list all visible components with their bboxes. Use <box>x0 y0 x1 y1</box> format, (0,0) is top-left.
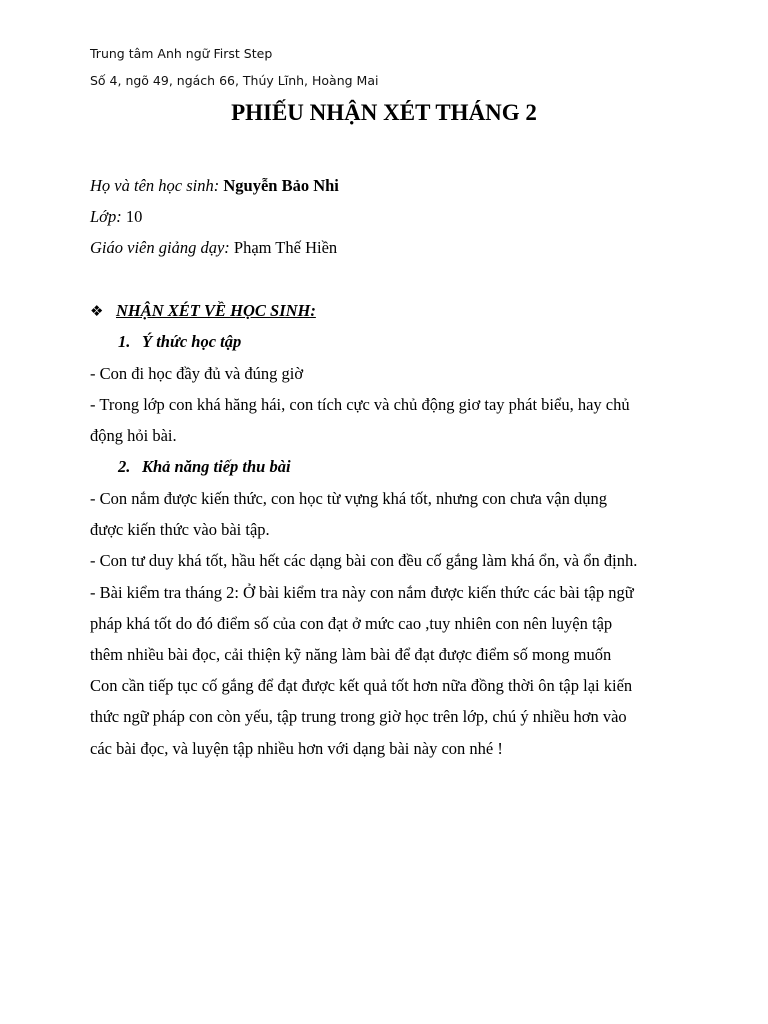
body-line: - Con tư duy khá tốt, hầu hết các dạng bài con đều cố gắng làm khá ổn, và ổn định. <box>90 551 638 570</box>
body-line: thêm nhiều bài đọc, cải thiện kỹ năng làm bài để đạt được điểm số mong muốn <box>90 645 612 664</box>
section-heading-row <box>90 301 316 321</box>
student-name-label: Họ và tên học sinh: <box>90 176 220 195</box>
page-title: PHIẾU NHẬN XÉT THÁNG 2 <box>231 100 537 125</box>
body-line: các bài đọc, và luyện tập nhiều hơn với dạng bài này con nhé ! <box>90 739 503 758</box>
body-line: được kiến thức vào bài tập. <box>90 520 270 539</box>
part2-number: 2. <box>118 457 131 476</box>
class-value: 10 <box>125 207 143 226</box>
section-heading: NHẬN XÉT VỀ HỌC SINH: <box>116 301 316 320</box>
part1-heading-row <box>118 332 241 352</box>
body-line: - Bài kiểm tra tháng 2: Ở bài kiểm tra này con nắm được kiến thức các bài tập ngữ <box>90 583 634 602</box>
student-name-row <box>90 176 339 196</box>
class-row <box>90 207 142 227</box>
center-name: Trung tâm Anh ngữ First Step <box>90 46 273 61</box>
body-line: - Con đi học đầy đủ và đúng giờ <box>90 364 304 383</box>
body-line: Con cần tiếp tục cố gắng để đạt được kết quả tốt hơn nữa đồng thời ôn tập lại kiến <box>90 676 633 695</box>
body-line: thức ngữ pháp con còn yếu, tập trung trong giờ học trên lớp, chú ý nhiều hơn vào <box>90 707 627 726</box>
body-line: pháp khá tốt do đó điểm số của con đạt ở mức cao ,tuy nhiên con nên luyện tập <box>90 614 613 633</box>
teacher-row <box>90 238 337 258</box>
part1-heading: Ý thức học tập <box>142 332 242 351</box>
student-name-value: Nguyễn Bảo Nhi <box>223 176 339 195</box>
body-line: - Trong lớp con khá hăng hái, con tích cực và chủ động giơ tay phát biểu, hay chủ <box>90 395 630 414</box>
class-label: Lớp: <box>90 207 122 226</box>
part2-heading-row <box>118 457 291 477</box>
part2-heading: Khả năng tiếp thu bài <box>142 457 291 476</box>
part1-number: 1. <box>118 332 131 351</box>
body-line: động hỏi bài. <box>90 426 177 445</box>
body-line: - Con nắm được kiến thức, con học từ vựng khá tốt, nhưng con chưa vận dụng <box>90 489 607 508</box>
center-address: Số 4, ngõ 49, ngách 66, Thúy Lĩnh, Hoàng Mai <box>90 73 379 88</box>
teacher-value: Phạm Thế Hiền <box>233 238 338 257</box>
diamond-bullet-icon: ❖ <box>90 302 104 320</box>
teacher-label: Giáo viên giảng dạy: <box>90 238 230 257</box>
